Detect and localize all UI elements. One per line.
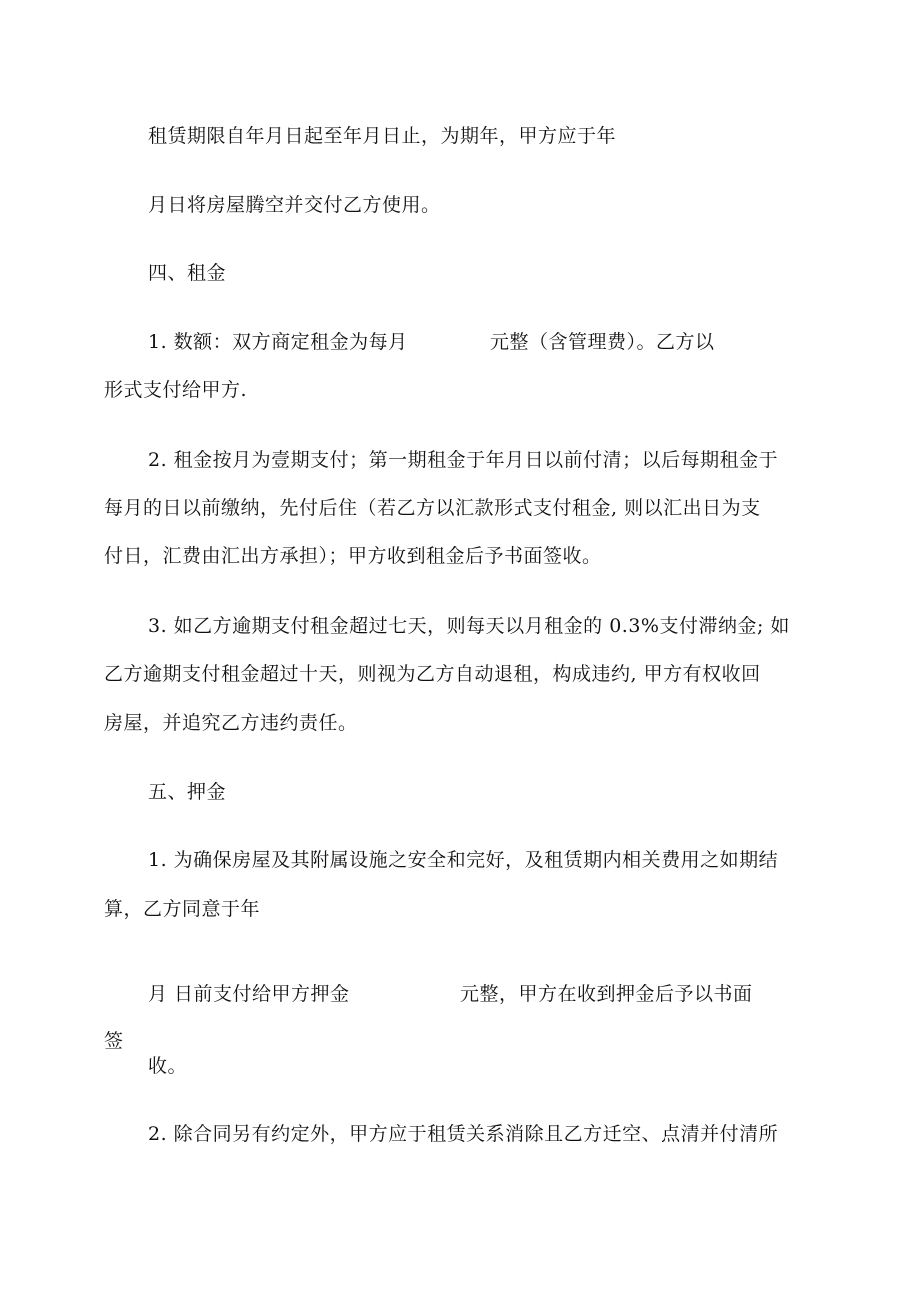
- paragraph-line: 每月的日以前缴纳，先付后住（若乙方以汇款形式支付租金, 则以汇出日为支: [104, 497, 761, 519]
- paragraph-line: 形式支付给甲方.: [104, 379, 248, 401]
- paragraph-line: 算，乙方同意于年: [104, 898, 261, 920]
- paragraph-line: 2. 租金按月为壹期支付；第一期租金于年月日以前付清；以后每期租金于: [148, 449, 779, 471]
- paragraph-line: 月 日前支付给甲方押金: [148, 983, 350, 1005]
- section-heading-deposit: 五、押金: [148, 781, 227, 803]
- paragraph-line: 元整（含管理费）。乙方以: [490, 331, 715, 353]
- paragraph-line: 月日将房屋腾空并交付乙方使用。: [148, 194, 441, 216]
- paragraph-line: 1. 为确保房屋及其附属设施之安全和完好，及租赁期内相关费用之如期结: [148, 849, 779, 871]
- paragraph-line: 房屋，并追究乙方违约责任。: [104, 712, 358, 734]
- paragraph-line: 3. 如乙方逾期支付租金超过七天，则每天以月租金的 0.3%支付滞纳金; 如: [148, 615, 790, 637]
- paragraph-line: 乙方逾期支付租金超过十天，则视为乙方自动退租，构成违约, 甲方有权收回: [104, 663, 761, 685]
- paragraph-line: 签: [104, 1030, 124, 1052]
- paragraph-line: 1. 数额：双方商定租金为每月: [148, 331, 408, 353]
- paragraph-line: 收。: [148, 1055, 188, 1077]
- paragraph-line: 元整，甲方在收到押金后予以书面: [460, 983, 753, 1005]
- section-heading-rent: 四、租金: [148, 262, 227, 284]
- paragraph-line: 付日，汇费由汇出方承担）；甲方收到租金后予书面签收。: [104, 545, 602, 567]
- paragraph-line: 2. 除合同另有约定外，甲方应于租赁关系消除且乙方迁空、点清并付清所: [148, 1123, 779, 1145]
- paragraph-line: 租赁期限自年月日起至年月日止，为期年，甲方应于年: [148, 125, 617, 147]
